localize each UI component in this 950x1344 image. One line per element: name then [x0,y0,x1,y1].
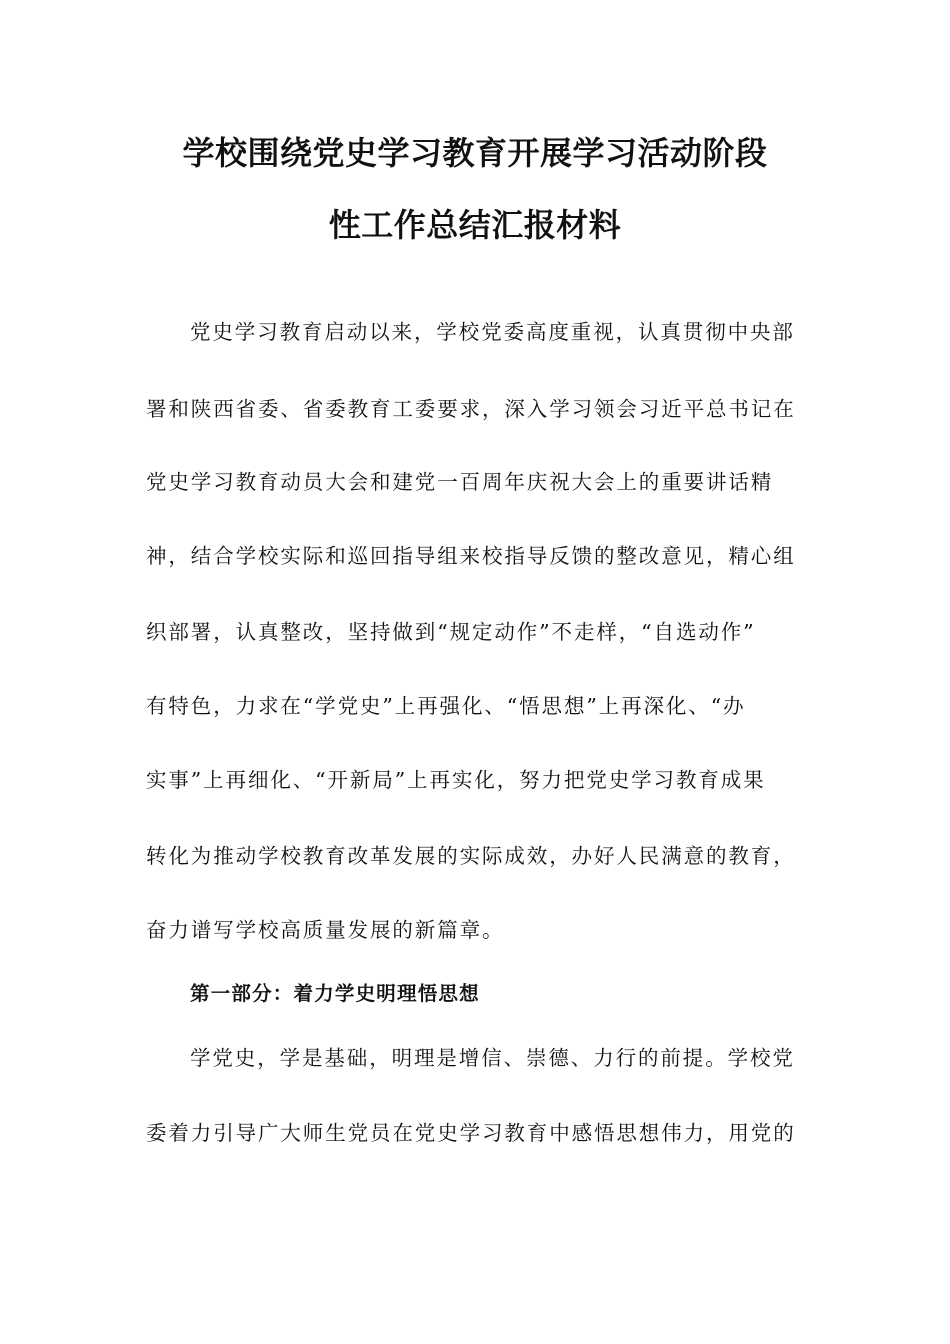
intro-paragraph-line: 奋力谱写学校高质量发展的新篇章。 [146,918,505,942]
document-title-line-2: 性工作总结汇报材料 [328,206,622,244]
intro-paragraph-line: 神，结合学校实际和巡回指导组来校指导反馈的整改意见，精心组 [146,544,796,568]
intro-paragraph-line: 党史学习教育动员大会和建党一百周年庆祝大会上的重要讲话精 [146,470,774,494]
section-heading: 第一部分：着力学史明理悟思想 [190,982,480,1005]
intro-paragraph-line: 织部署，认真整改，坚持做到“规定动作”不走样，“自选动作” [146,620,756,644]
intro-paragraph-line: 党史学习教育启动以来，学校党委高度重视，认真贯彻中央部 [190,320,795,344]
document-title-line-1: 学校围绕党史学习教育开展学习活动阶段 [182,134,768,172]
intro-paragraph-line: 转化为推动学校教育改革发展的实际成效，办好人民满意的教育， [146,844,796,868]
section-paragraph-line: 学党史，学是基础，明理是增信、崇德、力行的前提。学校党 [190,1046,795,1070]
intro-paragraph-line: 实事”上再细化、“开新局”上再实化，努力把党史学习教育成果 [146,768,766,792]
intro-paragraph-line: 有特色，力求在“学党史”上再强化、“悟思想”上再深化、“办 [146,694,746,718]
section-paragraph-line: 委着力引导广大师生党员在党史学习教育中感悟思想伟力，用党的 [146,1121,796,1145]
intro-paragraph-line: 署和陕西省委、省委教育工委要求，深入学习领会习近平总书记在 [146,397,796,421]
